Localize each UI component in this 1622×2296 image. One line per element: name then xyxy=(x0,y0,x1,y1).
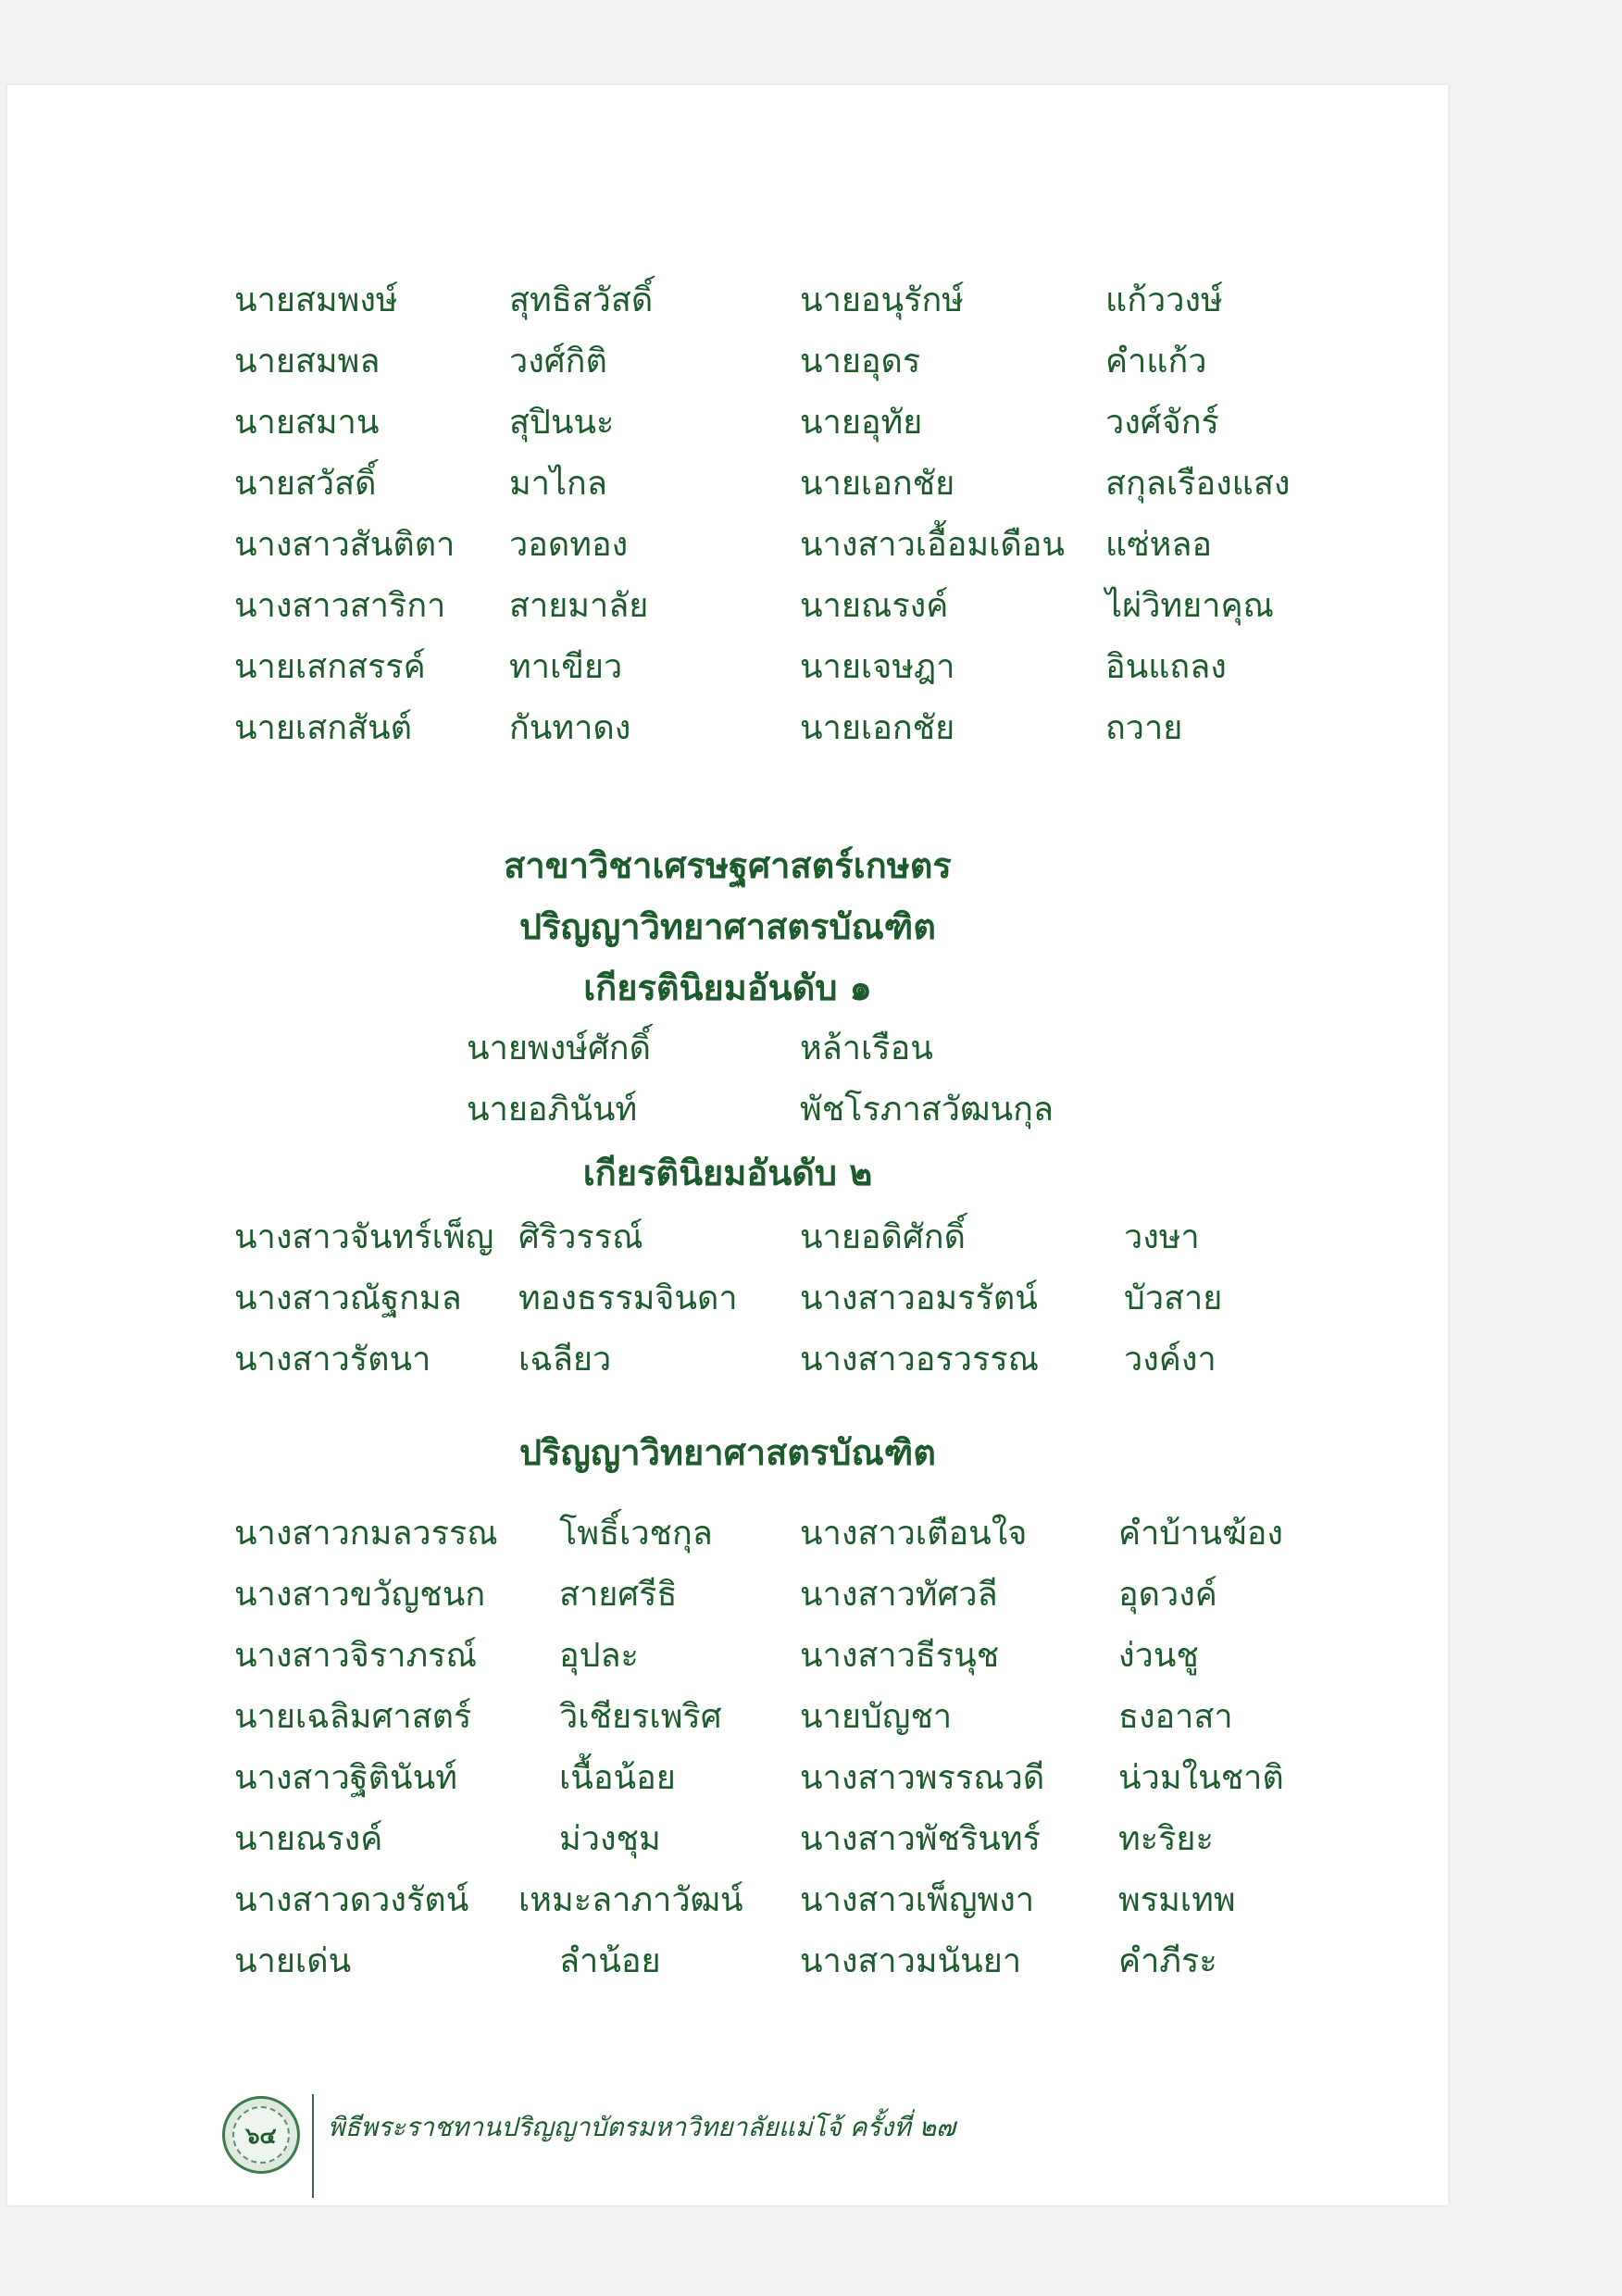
surname: บัวสาย xyxy=(1124,1279,1223,1317)
table-row xyxy=(7,1018,1448,1079)
first-name: นายอนุรักษ์ xyxy=(800,281,965,319)
first-name: นายเจษฎา xyxy=(800,648,955,686)
first-name: นางสาวจันทร์เพ็ญ xyxy=(234,1218,494,1256)
surname: อินแถลง xyxy=(1105,648,1227,686)
table-row xyxy=(7,1207,1448,1268)
degree-title-2: ปริญญาวิทยาศาสตรบัณฑิต xyxy=(519,1432,936,1473)
surname: พรมเทพ xyxy=(1118,1881,1236,1919)
first-name: นายสมพล xyxy=(234,343,381,381)
surname: วงค์งา xyxy=(1124,1341,1216,1379)
table-row xyxy=(7,331,1448,393)
surname: คำภีระ xyxy=(1118,1942,1217,1980)
surname: พัชโรภาสวัฒนกุล xyxy=(800,1091,1054,1129)
surname: สกุลเรืองแสง xyxy=(1105,465,1291,503)
first-name: นายอดิศักดิ์ xyxy=(800,1218,966,1256)
first-name: นางสาวเพ็ญพงา xyxy=(800,1881,1035,1919)
surname: ไผ่วิทยาคุณ xyxy=(1105,587,1274,625)
degree-title: ปริญญาวิทยาศาสตรบัณฑิต xyxy=(519,906,936,947)
table-row xyxy=(7,1329,1448,1391)
footer-divider xyxy=(312,2094,314,2198)
table-row xyxy=(7,1565,1448,1626)
surname: วิเชียรเพริศ xyxy=(559,1698,722,1736)
table-row xyxy=(7,1268,1448,1329)
table-row xyxy=(7,1931,1448,1992)
table-row xyxy=(7,1079,1448,1141)
table-row xyxy=(7,515,1448,576)
ceremony-caption: พิธีพระราชทานปริญญาบัตรมหาวิทยาลัยแม่โจ้ ครั้งที่ ๒๗ xyxy=(328,2112,956,2142)
first-name: นางสาวฐิตินันท์ xyxy=(234,1759,457,1797)
first-name: นางสาวสันติตา xyxy=(234,526,455,564)
first-name: นางสาวขวัญชนก xyxy=(234,1576,486,1614)
first-name: นายอุทัย xyxy=(800,404,923,442)
table-row xyxy=(7,393,1448,454)
first-name: นายอภินันท์ xyxy=(467,1091,638,1129)
program-title: สาขาวิชาเศรษฐศาสตร์เกษตร xyxy=(504,845,952,886)
first-name: นายอุดร xyxy=(800,343,921,381)
honors-2-title: เกียรตินิยมอันดับ ๒ xyxy=(582,1153,873,1193)
table-row xyxy=(7,637,1448,698)
first-name: นางสาวกมลวรรณ xyxy=(234,1515,498,1553)
first-name: นางสาวอรวรรณ xyxy=(800,1341,1040,1379)
surname: คำแก้ว xyxy=(1105,343,1207,381)
surname: ถวาย xyxy=(1105,709,1183,747)
first-name: นางสาวอมรรัตน์ xyxy=(800,1279,1038,1317)
surname: ธงอาสา xyxy=(1118,1698,1233,1736)
table-row xyxy=(7,576,1448,637)
table-row xyxy=(7,1504,1448,1565)
first-name: นายสวัสดิ์ xyxy=(234,465,377,503)
surname: แก้ววงษ์ xyxy=(1105,281,1223,319)
surname: ศิริวรรณ์ xyxy=(518,1218,643,1256)
surname: แซ่หลอ xyxy=(1105,526,1213,564)
surname: สุทธิสวัสดิ์ xyxy=(509,281,654,319)
first-name: นางสาวพัชรินทร์ xyxy=(800,1820,1041,1858)
surname: หล้าเรือน xyxy=(800,1029,933,1067)
table-row xyxy=(7,454,1448,515)
first-name: นายเอกชัย xyxy=(800,709,955,747)
table-row xyxy=(7,1748,1448,1809)
surname: เฉลียว xyxy=(518,1341,612,1379)
first-name: นางสาวเอื้อมเดือน xyxy=(800,526,1065,564)
first-name: นางสาวเตือนใจ xyxy=(800,1515,1028,1553)
first-name: นายเอกชัย xyxy=(800,465,955,503)
surname: เนื้อน้อย xyxy=(559,1759,676,1797)
first-name: นางสาวพรรณวดี xyxy=(800,1759,1045,1797)
surname: ลำน้อย xyxy=(559,1942,661,1980)
surname: ง่วนชู xyxy=(1118,1637,1199,1675)
first-name: นายณรงค์ xyxy=(234,1820,383,1858)
table-row xyxy=(7,1687,1448,1748)
surname: อุปละ xyxy=(559,1637,639,1675)
first-name: นายสมพงษ์ xyxy=(234,281,398,319)
first-name: นางสาวธีรนุช xyxy=(800,1637,1000,1675)
first-name: นางสาวมนันยา xyxy=(800,1942,1022,1980)
table-row xyxy=(7,1870,1448,1931)
first-name: นายเสกสรรค์ xyxy=(234,648,426,686)
surname: วงษา xyxy=(1124,1218,1200,1256)
surname: วงศ์จักร์ xyxy=(1105,404,1219,442)
surname: สายศรีธิ xyxy=(559,1576,678,1614)
first-name: นางสาวดวงรัตน์ xyxy=(234,1881,469,1919)
first-name: นางสาวจิราภรณ์ xyxy=(234,1637,477,1675)
table-row xyxy=(7,1626,1448,1687)
surname: อุดวงค์ xyxy=(1118,1576,1217,1614)
first-name: นางสาวณัฐกมล xyxy=(234,1279,462,1317)
document-page xyxy=(7,85,1448,2205)
first-name: นายเฉลิมศาสตร์ xyxy=(234,1698,472,1736)
surname: วอดทอง xyxy=(509,526,629,564)
surname: เหมะลาภาวัฒน์ xyxy=(518,1881,743,1919)
first-name: นางสาวสาริกา xyxy=(234,587,446,625)
surname: โพธิ์เวชกุล xyxy=(559,1515,713,1553)
first-name: นางสาวรัตนา xyxy=(234,1341,431,1379)
first-name: นายเด่น xyxy=(234,1942,352,1980)
surname: คำบ้านฆ้อง xyxy=(1118,1515,1283,1553)
honors-1-title: เกียรตินิยมอันดับ ๑ xyxy=(583,967,872,1008)
first-name: นายบัญชา xyxy=(800,1698,953,1736)
first-name: นายณรงค์ xyxy=(800,587,949,625)
table-row xyxy=(7,698,1448,759)
first-name: นางสาวทัศวลี xyxy=(800,1576,998,1614)
surname: ทะริยะ xyxy=(1118,1820,1214,1858)
surname: สายมาลัย xyxy=(509,587,649,625)
table-row xyxy=(7,270,1448,331)
surname: กันทาดง xyxy=(509,709,631,747)
university-seal-icon xyxy=(222,2096,300,2174)
surname: ทองธรรมจินดา xyxy=(518,1279,738,1317)
surname: น่วมในชาติ xyxy=(1118,1759,1284,1797)
table-row xyxy=(7,1809,1448,1870)
first-name: นายเสกสันต์ xyxy=(234,709,412,747)
surname: ม่วงชุม xyxy=(559,1820,661,1858)
page-number: ๖๔ xyxy=(232,2106,290,2164)
surname: วงศ์กิติ xyxy=(509,343,607,381)
surname: ทาเขียว xyxy=(509,648,623,686)
surname: สุปินนะ xyxy=(509,404,615,442)
first-name: นายสมาน xyxy=(234,404,380,442)
first-name: นายพงษ์ศักดิ์ xyxy=(467,1029,651,1067)
surname: มาไกล xyxy=(509,465,607,503)
